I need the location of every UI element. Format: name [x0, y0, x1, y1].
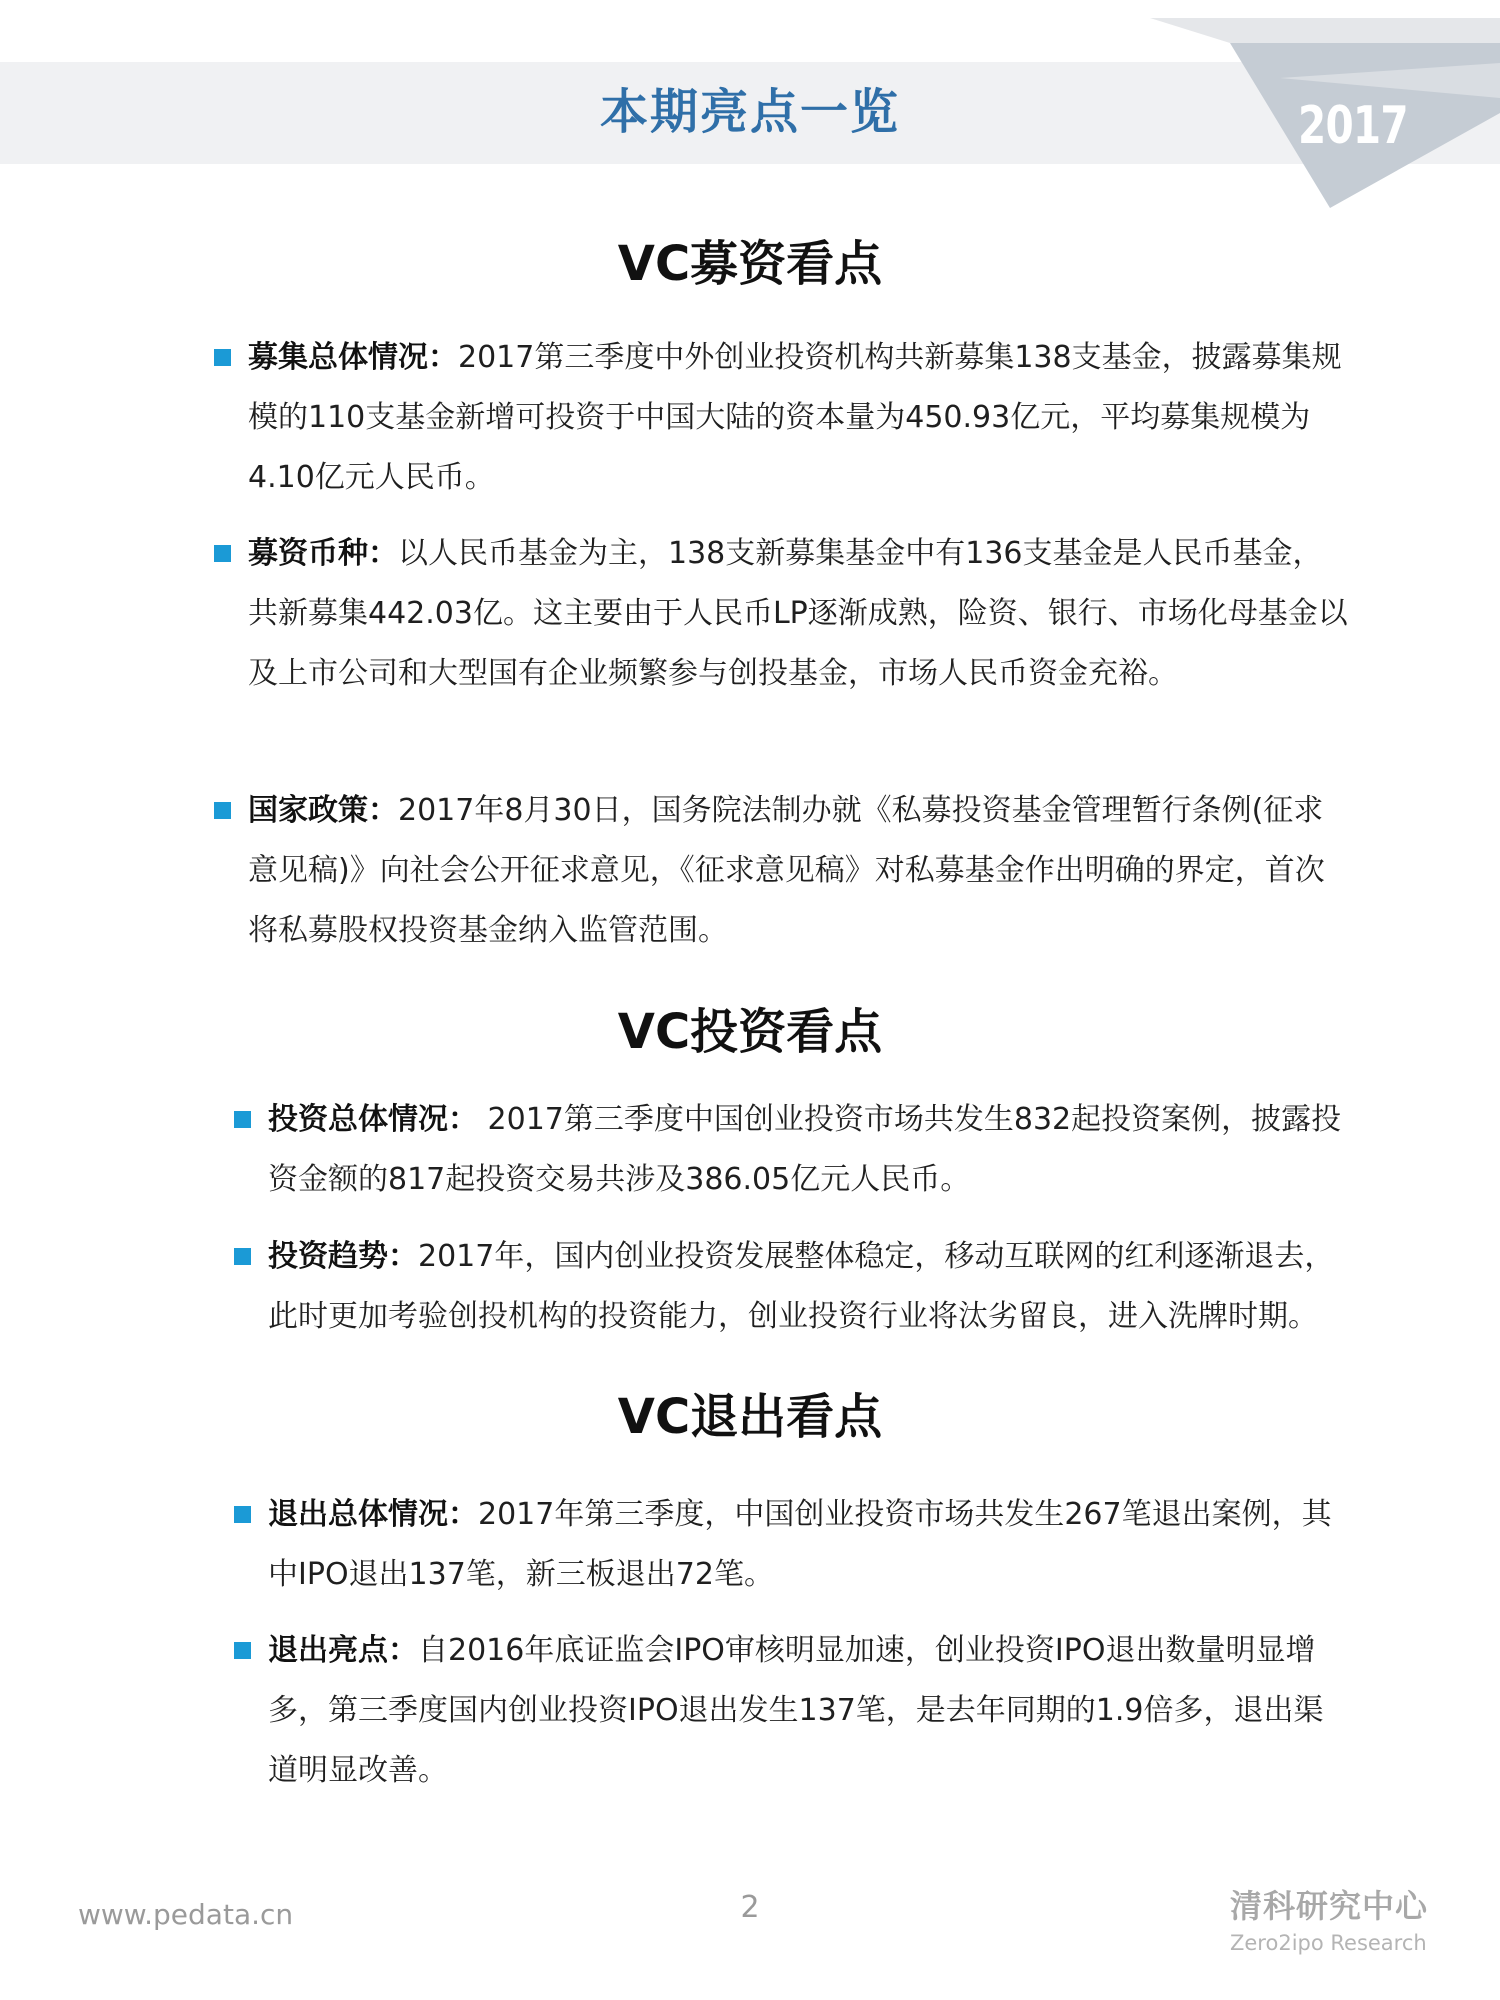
- page-number: 2: [740, 1890, 760, 1925]
- bullet-text: 自2016年底证监会IPO审核明显加速，创业投资IPO退出数量明显增多，第三季度国内创业投资IPO退出发生137笔，是去年同期的1.9倍多，退出渠道明显改善。: [268, 1633, 1324, 1788]
- bullet-term: 投资总体情况：: [268, 1102, 478, 1137]
- bullet-square-icon: [234, 1506, 251, 1523]
- bullet-item: [248, 524, 1348, 704]
- bullet-item: [248, 781, 1348, 961]
- bullet-item: [248, 328, 1348, 508]
- year-badge: 2017: [1298, 96, 1408, 156]
- bullet-text: 2017年，国内创业投资发展整体稳定，移动互联网的红利逐渐退去，此时更加考验创投机构的投资能力，创业投资行业将汰劣留良，进入洗牌时期。: [268, 1239, 1335, 1334]
- bullet-text: 2017第三季度中外创业投资机构共新募集138支基金，披露募集规模的110支基金新增可投资于中国大陆的资本量为450.93亿元，平均募集规模为4.10亿元人民币。: [248, 340, 1342, 495]
- footer-url: www.pedata.cn: [78, 1898, 294, 1931]
- section-title-exit: VC退出看点: [617, 1389, 883, 1445]
- bullet-square-icon: [234, 1642, 251, 1659]
- bullet-square-icon: [214, 802, 231, 819]
- bullet-square-icon: [234, 1248, 251, 1265]
- bullet-item: [268, 1485, 1343, 1605]
- bullet-term: 募集总体情况：: [248, 340, 458, 375]
- bullet-term: 退出总体情况：: [268, 1497, 478, 1532]
- bullet-term: 募资币种：: [248, 536, 398, 571]
- bullet-term: 国家政策：: [248, 793, 398, 828]
- bullet-text: 2017年第三季度，中国创业投资市场共发生267笔退出案例，其中IPO退出137笔，新三板退出72笔。: [268, 1497, 1332, 1592]
- page-title: 本期亮点一览: [599, 84, 900, 140]
- brand-logo-subtext: Zero2ipo Research: [1230, 1931, 1427, 1955]
- bullet-text: 2017第三季度中国创业投资市场共发生832起投资案例，披露投资金额的817起投资交易共涉及386.05亿元人民币。: [268, 1102, 1342, 1197]
- bullet-item: [268, 1090, 1343, 1210]
- bullet-text: 2017年8月30日，国务院法制办就《私募投资基金管理暂行条例(征求意见稿)》向社会公开征求意见，《征求意见稿》对私募基金作出明确的界定，首次将私募股权投资基金纳入监管范围。: [248, 793, 1325, 948]
- bullet-square-icon: [214, 349, 231, 366]
- bullet-square-icon: [214, 545, 231, 562]
- section-title-fundraising: VC募资看点: [617, 236, 883, 292]
- section-title-investment: VC投资看点: [617, 1004, 883, 1060]
- bullet-item: [268, 1621, 1343, 1801]
- brand-logo-text: 清科研究中心: [1230, 1887, 1429, 1925]
- bullet-square-icon: [234, 1111, 251, 1128]
- bullet-item: [268, 1227, 1343, 1347]
- bullet-term: 退出亮点：: [268, 1633, 418, 1668]
- bullet-text: 以人民币基金为主，138支新募集基金中有136支基金是人民币基金，共新募集442.03亿。这主要由于人民币LP逐渐成熟，险资、银行、市场化母基金以及上市公司和大型国有企业频繁参与创投基金，市场人民币资金充裕。: [248, 536, 1348, 691]
- bullet-term: 投资趋势：: [268, 1239, 418, 1274]
